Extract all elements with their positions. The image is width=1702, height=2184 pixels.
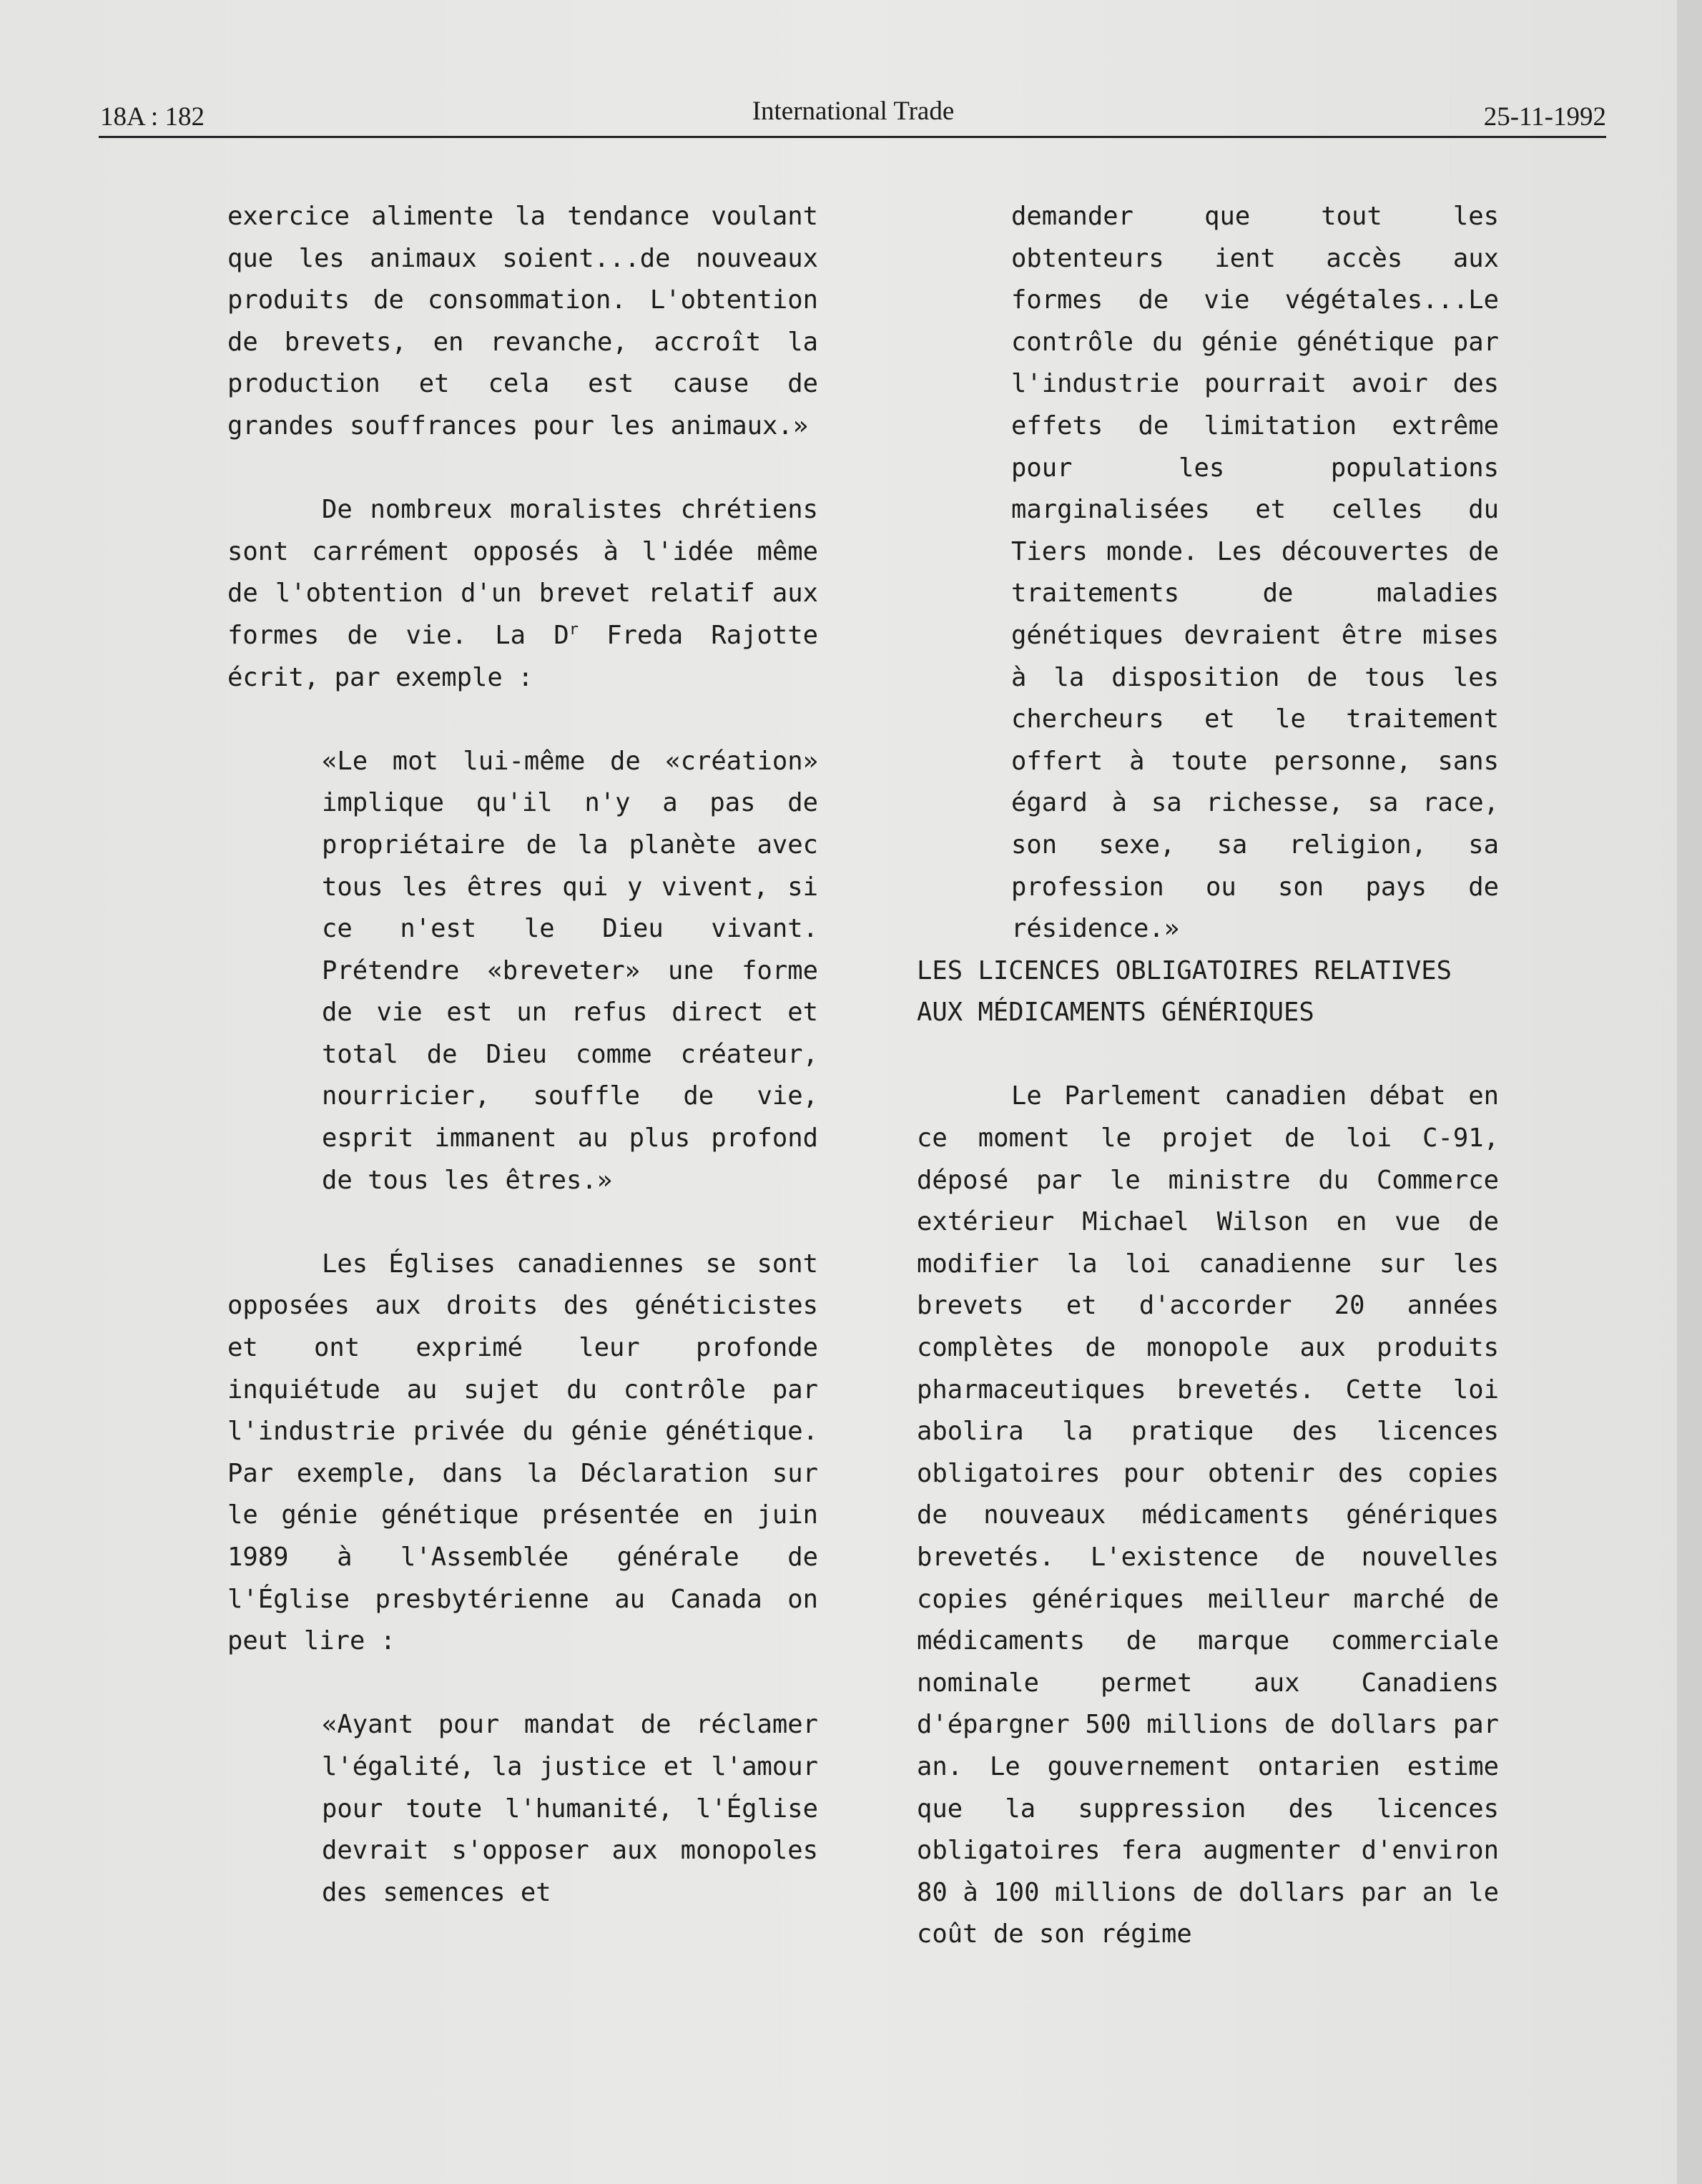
- header-title: International Trade: [752, 97, 955, 126]
- left-paragraph-3: Les Églises canadiennes se sont opposées aux droits des généticistes et ont exprimé leur profonde inquiétude au sujet du contrôle par l'industrie privée du génie génétique. Par exemple, dans la Déclaration sur le génie génétique présentée en juin 1989 à l'Assemblée générale de l'Église presbytérienne au Canada on peut lire :: [227, 1249, 818, 1656]
- doctor-title: D: [554, 620, 569, 650]
- page-edge-shadow: [1677, 0, 1702, 2184]
- right-paragraph-2: Le Parlement canadien débat en ce moment le projet de loi C-91, déposé par le ministre du Commerce extérieur Michael Wilson en vue de modifier la loi canadienne sur les brevets et d'accorder 20 années complètes de monopole aux produits pharmaceutiques brevetés. Cette loi abolira la pratique des licences obligatoires pour obtenir des copies de nouveaux médicaments génériques brevetés. L'existence de nouvelles copies génériques meilleur marché de médicaments de marque commerciale nominale permet aux Canadiens d'épargner 500 millions de dollars par an. Le gouvernement ontarien estime que la suppression des licences obligatoires fera augmenter d'environ 80 à 100 millions de dollars par an le coût de son régime: [917, 1081, 1499, 1949]
- block-quote-2: «Ayant pour mandat de réclamer l'égalité, la justice et l'amour pour toute l'humanité, l'Église devrait s'opposer aux monopoles des semences et: [322, 1710, 818, 1907]
- right-column: [917, 196, 1499, 1956]
- left-paragraph-2: [227, 489, 818, 699]
- page-header: [100, 92, 1606, 134]
- block-quote-2-continued: demander que tout les obtenteurs ient accès aux formes de vie végétales...Le contrôle du génie génétique par l'industrie pourrait avoir des effets de limitation extrême pour les populations marginalisées et celles du Tiers monde. Les découvertes de traitements de maladies génétiques devraient être mises à la disposition de tous les chercheurs et le traitement offert à toute personne, sans égard à sa richesse, sa race, son sexe, sa religion, sa profession ou son pays de résidence.»: [1011, 202, 1499, 944]
- header-rule: [99, 136, 1606, 138]
- block-quote-1: «Le mot lui-même de «création» implique qu'il n'y a pas de propriétaire de la planète avec tous les êtres qui y vivent, si ce n'est le Dieu vivant. Prétendre «breveter» une forme de vie est un refus direct et total de Dieu comme créateur, nourricier, souffle de vie, esprit immanent au plus profond de tous les êtres.»: [322, 746, 818, 1195]
- left-column: [227, 196, 818, 1914]
- page-number: 18A : 182: [100, 102, 205, 132]
- left-paragraph-2-end: Freda Rajotte écrit, par exemple :: [227, 620, 818, 692]
- doctor-title-superscript: r: [569, 621, 579, 639]
- header-date: 25-11-1992: [1483, 102, 1606, 132]
- left-paragraph-1: exercice alimente la tendance voulant que les animaux soient...de nouveaux produits de consommation. L'obtention de brevets, en revanche, accroît la production et cela est cause de grandes souffrances pour les animaux.»: [227, 202, 818, 441]
- left-paragraph-2-text: De nombreux moralistes chrétiens sont carrément opposés à l'idée même de l'obtention d'un brevet relatif aux formes de vie. La: [227, 495, 818, 650]
- section-heading: LES LICENCES OBLIGATOIRES RELATIVES AUX MÉDICAMENTS GÉNÉRIQUES: [917, 955, 1452, 1028]
